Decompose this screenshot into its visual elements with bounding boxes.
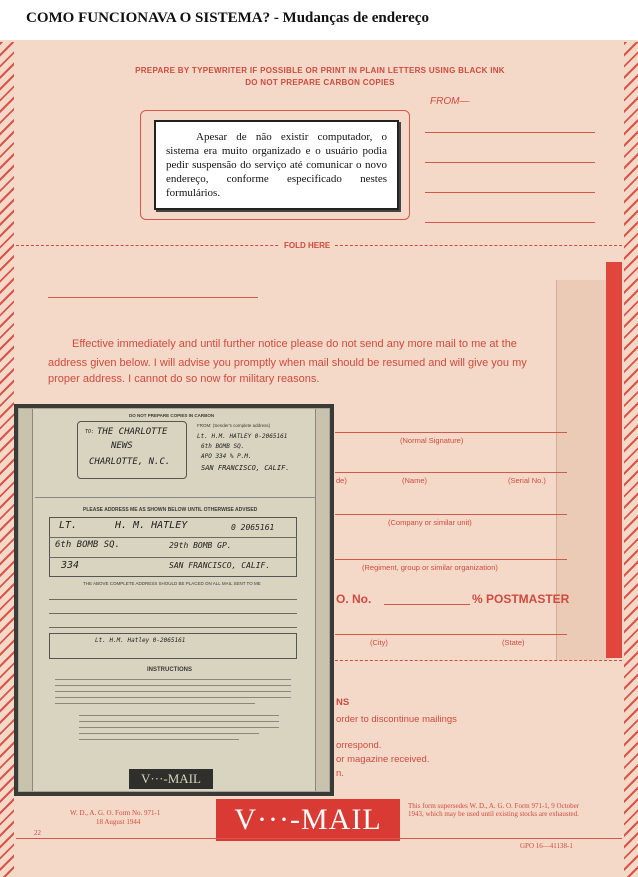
photocopy-complete-note: THE ABOVE COMPLETE ADDRESS SHOULD BE PLACED ON ALL MAIL SENT TO ME (83, 581, 261, 586)
photocopy-from-line-4: SAN FRANCISCO, CALIF. (201, 464, 290, 472)
photocopy-to-label: TO: (85, 429, 95, 435)
photocopy-old-address: Lt. H.M. Hatley 0-2065161 (95, 637, 186, 644)
photocopy-text-8 (79, 727, 279, 728)
postmaster-label: % POSTMASTER (472, 592, 570, 606)
state-label: (State) (502, 638, 525, 647)
from-line-3 (425, 192, 595, 193)
photocopy-rule-5 (49, 627, 297, 628)
typewriter-instruction: PREPARE BY TYPEWRITER IF POSSIBLE OR PRINT IN PLAIN LETTERS USING BLACK INK (135, 66, 505, 75)
from-line-2 (425, 162, 595, 163)
photocopy-text-1 (55, 679, 291, 680)
photocopy-edge-left (19, 409, 33, 791)
notice-line-1: Effective immediately and until further notice please do not send any more mail to me at the (72, 338, 517, 350)
photocopy-header: DO NOT PREPARE COPIES IN CARBON (129, 413, 215, 418)
apo-number-label: O. No. (336, 592, 372, 606)
instructions-heading-fragment: NS (336, 697, 350, 708)
photocopy-from-label: FROM: (Sender's complete address) (197, 423, 271, 428)
photocopy-rule-3 (49, 599, 297, 600)
photocopy-instructions-title: INSTRUCTIONS (147, 667, 192, 673)
photocopy-text-7 (79, 721, 279, 722)
airmail-stripe-left (0, 42, 14, 877)
page-number: 22 (34, 829, 41, 837)
form-number: W. D., A. G. O. Form No. 971-1 (70, 809, 161, 817)
regiment-label: (Regiment, group or similar organization) (362, 563, 498, 572)
vmail-logo: V···-MAIL (216, 799, 400, 841)
serial-label: (Serial No.) (508, 476, 546, 485)
apo-number-line (384, 604, 470, 605)
carbon-copy-instruction: DO NOT PREPARE CARBON COPIES (245, 78, 395, 87)
airmail-stripe-right (624, 42, 638, 877)
photocopy-fold-rule (35, 497, 315, 498)
red-border-band (606, 262, 622, 658)
photocopy-grid-rule-2 (49, 557, 297, 558)
photocopy-please-address: PLEASE ADDRESS ME AS SHOWN BELOW UNTIL OTHERWISE ADVISED (83, 507, 258, 513)
notice-line-2: address given below. I will advise you promptly when mail should be resumed and will give you my (48, 357, 527, 369)
photocopy-to-line-3: CHARLOTTE, N.C. (89, 457, 171, 467)
signature-line (335, 432, 567, 433)
photocopy-from-line-1: Lt. H.M. HATLEY 0-2065161 (197, 433, 288, 440)
explanatory-note: Apesar de não existir computador, o sistema era muito organizado e o usuário podia pedir suspensão do serviço até comunicar o novo endereço, conforme especificado nestes formulários. (154, 120, 399, 210)
photocopy-grid-rule-1 (49, 537, 297, 538)
from-line-1 (425, 132, 595, 133)
photocopy-text-2 (55, 685, 291, 686)
photocopy-sheet (18, 408, 330, 792)
photocopy-text-4 (55, 697, 291, 698)
photocopy-postmaster: SAN FRANCISCO, CALIF. (169, 561, 271, 570)
photocopy-from-line-3: APO 334 % P.M. (201, 453, 252, 460)
name-label: (Name) (402, 476, 428, 485)
print-code: GPO 16—41138-1 (520, 842, 573, 850)
lower-instruction-2: orrespond. (336, 740, 382, 751)
bottom-rule (16, 838, 622, 839)
company-line (335, 514, 567, 515)
photocopy-text-6 (79, 715, 279, 716)
photocopy-apo: 334 (61, 560, 80, 571)
form-date: 18 August 1944 (96, 818, 141, 826)
filled-form-photocopy (14, 404, 334, 796)
page-caption: COMO FUNCIONAVA O SISTEMA? - Mudanças de endereço (26, 10, 429, 26)
normal-signature-label: (Normal Signature) (400, 436, 464, 445)
regiment-line (335, 559, 567, 560)
name-line (335, 472, 567, 473)
company-label: (Company or similar unit) (388, 518, 472, 527)
lower-instruction-4: n. (336, 768, 344, 779)
photocopy-to-line-2: NEWS (111, 441, 133, 451)
city-state-line (335, 634, 567, 635)
photocopy-to-line-1: THE CHARLOTTE (97, 427, 168, 437)
grade-label: de) (336, 476, 347, 485)
photocopy-text-5 (55, 703, 255, 704)
photocopy-from-line-2: 6th BOMB SQ. (201, 443, 245, 450)
date-rule (48, 297, 258, 298)
lower-instruction-1: order to discontinue mailings (336, 714, 457, 725)
photocopy-grade: LT. (59, 520, 78, 531)
photocopy-name: H. M. HATLEY (115, 520, 188, 531)
photocopy-text-10 (79, 739, 239, 740)
supersedes-note: This form supersedes W. D., A. G. O. Form 971-1, 9 October 1943, which may be used until existing stocks are exhausted. (408, 802, 580, 818)
photocopy-vmail-logo: V···-MAIL (129, 769, 213, 789)
photocopy-text-3 (55, 691, 291, 692)
from-line-4 (425, 222, 595, 223)
photocopy-serial: 0 2065161 (231, 523, 275, 532)
photocopy-text-9 (79, 733, 259, 734)
from-label: FROM— (430, 96, 470, 107)
city-label: (City) (370, 638, 388, 647)
lower-instruction-3: or magazine received. (336, 754, 430, 765)
photocopy-rule-4 (49, 613, 297, 614)
photocopy-company: 6th BOMB SQ. (55, 540, 121, 550)
photocopy-group: 29th BOMB GP. (169, 541, 232, 550)
fold-here-label: FOLD HERE (280, 241, 334, 250)
photocopy-edge-right (315, 409, 329, 791)
notice-line-3: proper address. I cannot do so now for military reasons. (48, 373, 320, 385)
